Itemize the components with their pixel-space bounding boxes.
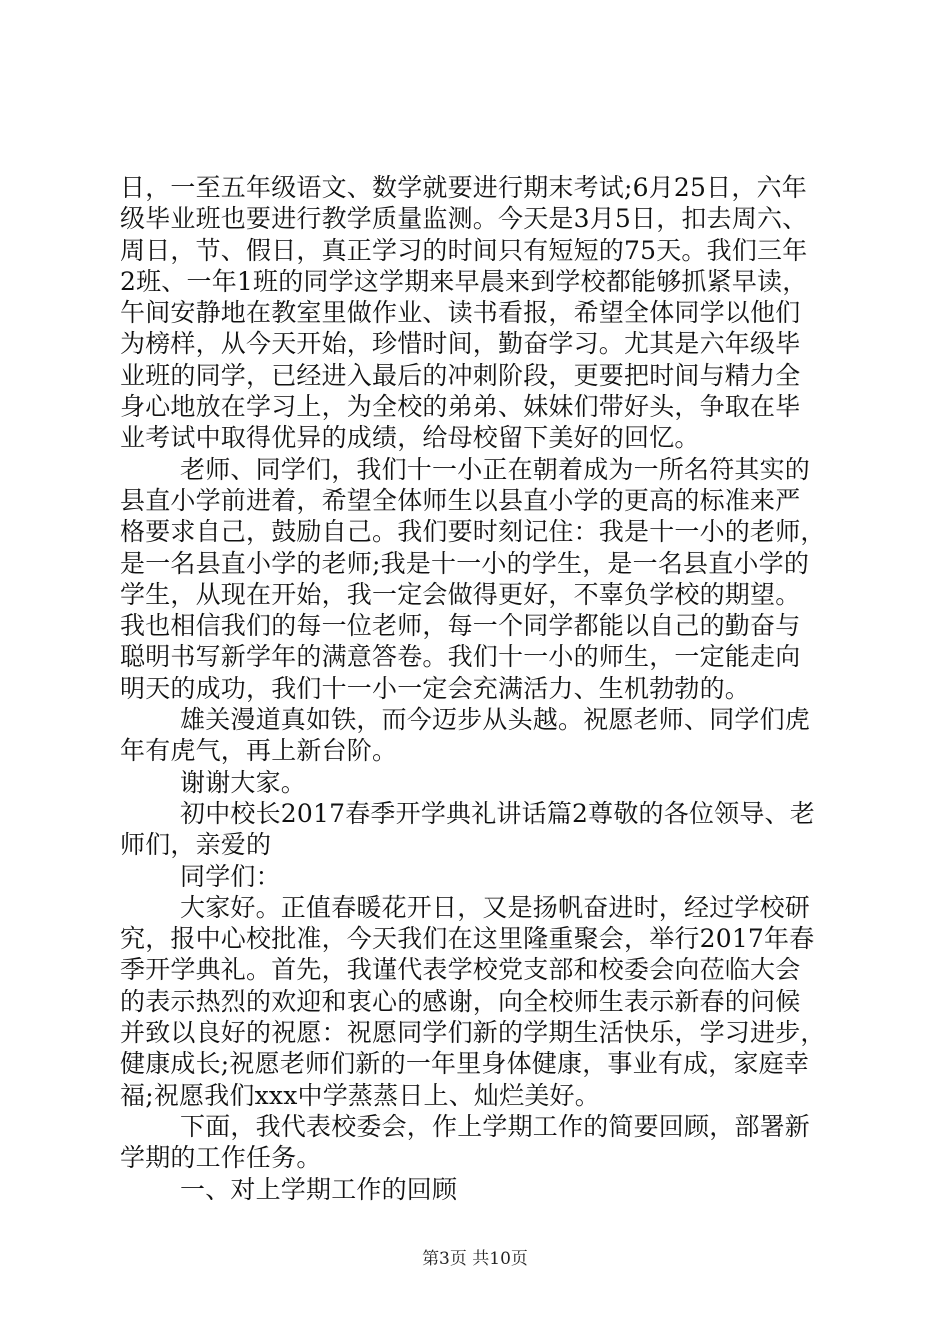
- document-body: [120, 172, 840, 1205]
- text-line: 大家好。正值春暖花开日，又是扬帆奋进时，经过学校研: [180, 892, 811, 922]
- page-footer: 第3页 共10页: [422, 1249, 528, 1269]
- text-line: 并致以良好的祝愿：祝愿同学们新的学期生活快乐，学习进步，: [120, 1018, 826, 1048]
- text-line: 2班、一年1班的同学这学期来早晨来到学校都能够抓紧早读，: [120, 266, 808, 296]
- text-line: 午间安静地在教室里做作业、读书看报，希望全体同学以他们: [120, 298, 801, 328]
- text-line: 聪明书写新学年的满意答卷。我们十一小的师生，一定能走向: [120, 642, 801, 672]
- text-line: 业考试中取得优异的成绩，给母校留下美好的回忆。: [120, 423, 700, 453]
- text-line: 日，一至五年级语文、数学就要进行期末考试;6月25日，六年: [120, 173, 807, 202]
- text-line: 一、对上学期工作的回顾: [180, 1174, 458, 1204]
- text-line: 级毕业班也要进行教学质量监测。今天是3月5日，扣去周六、: [120, 204, 808, 234]
- text-line: 县直小学前进着，希望全体师生以县直小学的更高的标准来严: [120, 485, 801, 515]
- text-line: 年有虎气，再上新台阶。: [120, 736, 398, 766]
- text-line: 健康成长;祝愿老师们新的一年里身体健康，事业有成，家庭幸: [120, 1049, 810, 1079]
- text-line: 福;祝愿我们xxx中学蒸蒸日上、灿烂美好。: [120, 1080, 600, 1110]
- text-line: 周日，节、假日，真正学习的时间只有短短的75天。我们三年: [120, 235, 808, 265]
- text-line: 下面，我代表校委会，作上学期工作的简要回顾，部署新: [180, 1111, 811, 1141]
- text-line: 业班的同学，已经进入最后的冲刺阶段，更要把时间与精力全: [120, 360, 801, 390]
- text-line: 是一名县直小学的老师;我是十一小的学生，是一名县直小学的: [120, 548, 810, 578]
- text-line: 的表示热烈的欢迎和衷心的感谢，向全校师生表示新春的问候: [120, 986, 801, 1016]
- text-line: 老师、同学们，我们十一小正在朝着成为一所名符其实的: [180, 454, 811, 484]
- text-line: 我也相信我们的每一位老师，每一个同学都能以自己的勤奋与: [120, 611, 801, 641]
- text-line: 究，报中心校批准，今天我们在这里隆重聚会，举行2017年春: [120, 924, 815, 954]
- text-line: 雄关漫道真如铁，而今迈步从头越。祝愿老师、同学们虎: [180, 705, 811, 735]
- text-line: 初中校长2017春季开学典礼讲话篇2尊敬的各位领导、老: [180, 798, 815, 828]
- text-line: 师们，亲爱的: [120, 830, 272, 860]
- text-line: 学生，从现在开始，我一定会做得更好，不辜负学校的期望。: [120, 579, 801, 609]
- text-line: 身心地放在学习上，为全校的弟弟、妹妹们带好头，争取在毕: [120, 392, 801, 422]
- text-line: 谢谢大家。: [180, 767, 307, 797]
- text-line: 明天的成功，我们十一小一定会充满活力、生机勃勃的。: [120, 673, 751, 703]
- text-line: 学期的工作任务。: [120, 1143, 322, 1173]
- text-line: 季开学典礼。首先，我谨代表学校党支部和校委会向莅临大会: [120, 955, 801, 985]
- text-line: 格要求自己，鼓励自己。我们要时刻记住：我是十一小的老师，: [120, 517, 826, 547]
- text-line: 同学们：: [180, 861, 281, 891]
- text-line: 为榜样，从今天开始，珍惜时间，勤奋学习。尤其是六年级毕: [120, 329, 801, 359]
